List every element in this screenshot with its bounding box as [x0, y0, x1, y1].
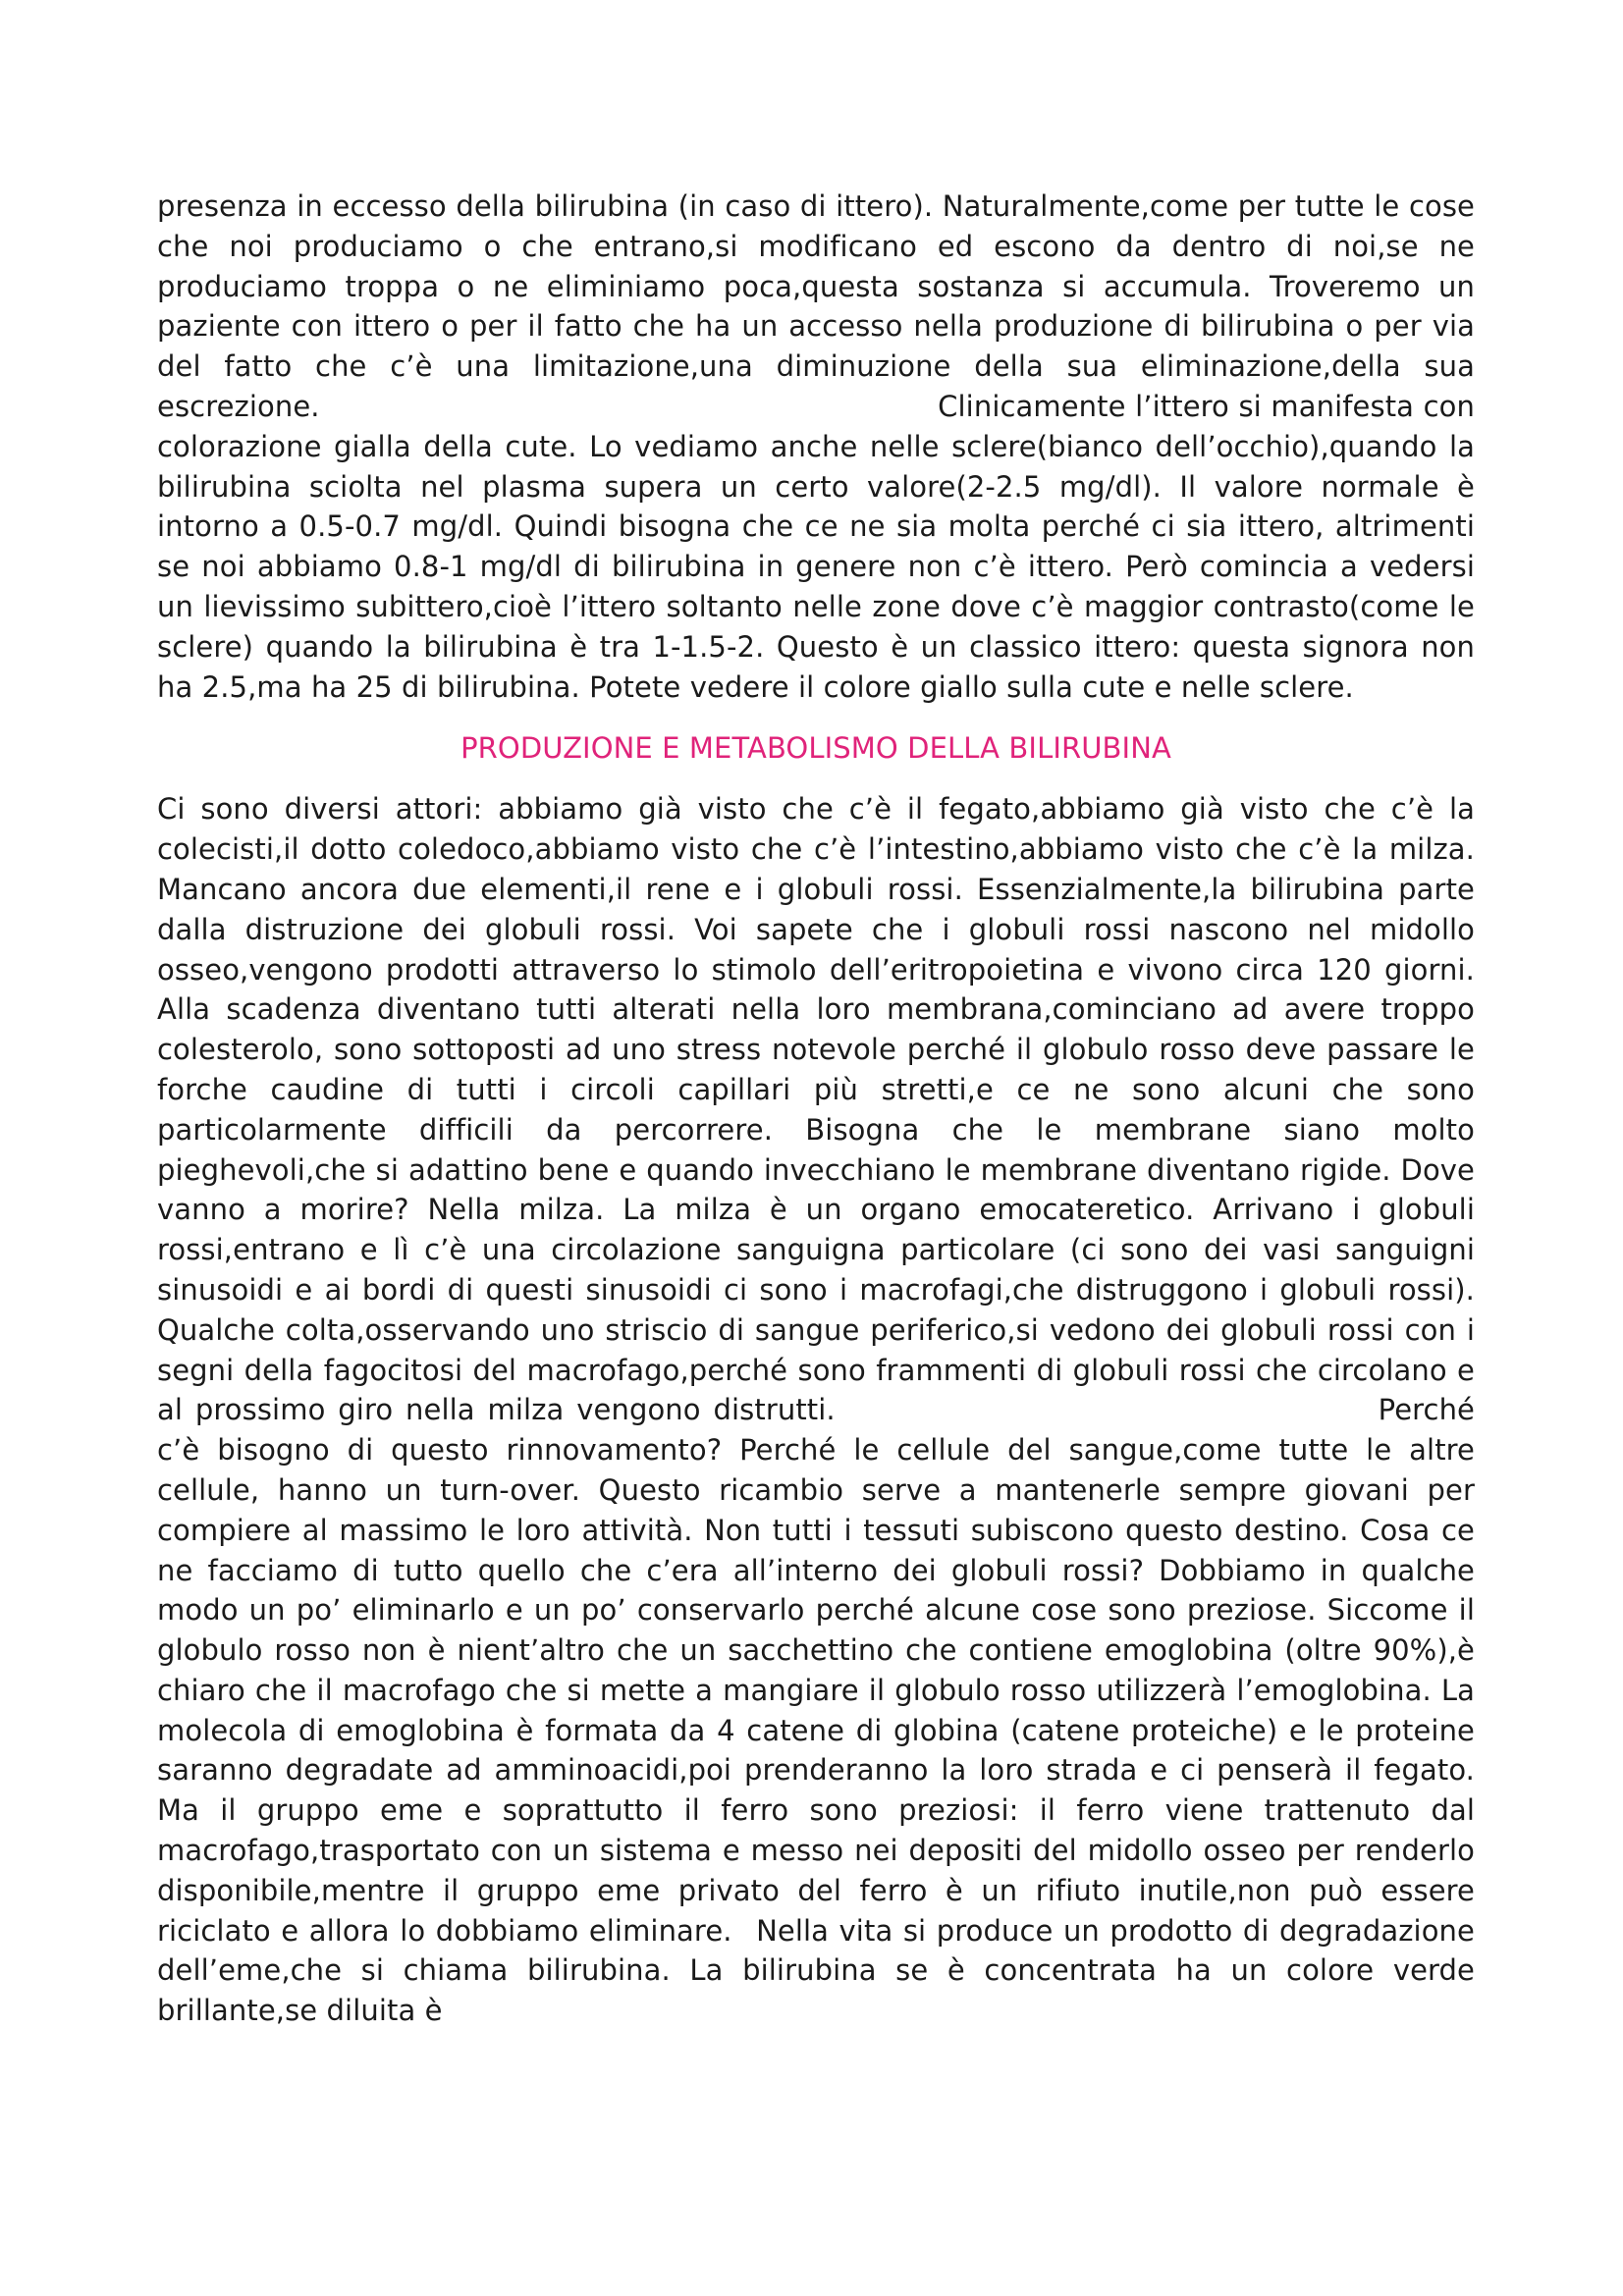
- paragraph-ittero-part-b: Clinicamente l’ittero si manifesta con colorazione gialla della cute. Lo vediamo anche nelle sclere(bianco dell’occhio),quando la bilirubina sciolta nel plasma supera un certo valore(2-2.5 mg/dl). Il valore normale è intorno a 0.5-0.7 mg/dl. Quindi bisogna che ce ne sia molta perché ci sia ittero, altrimenti se noi abbiamo 0.8-1 mg/dl di bilirubina in genere non c’è ittero. Però comincia a vedersi un lievissimo subittero,cioè l’ittero soltanto nelle zone dove c’è maggior contrasto(come le sclere) quando la bilirubina è tra 1-1.5-2. Questo è un classico ittero: questa signora non ha 2.5,ma ha 25 di bilirubina. Potete vedere il colore giallo sulla cute e nelle sclere.: [157, 389, 1475, 704]
- paragraph-produzione-part-e: Nella vita si produce un prodotto di degradazione dell’eme,che si chiama bilirubina. La bilirubina se è concentrata ha un colore verde brillante,se diluita è: [157, 1913, 1475, 2028]
- paragraph-produzione-part-b: Bisogna che le membrane siano molto pieghevoli,che si adattino bene e quando invecchiano le membrane diventano rigide. Dove vanno a morire? Nella milza. La milza è un organo emocateretico. Arrivano i globuli rossi,entrano e lì c’è una circolazione sanguigna particolare (ci sono dei vasi sanguigni sinusoidi e ai bordi di questi sinusoidi ci sono i macrofagi,che distruggono i globuli rossi). Qualche colta,osservando uno striscio di sangue periferico,si vedono dei globuli rossi con i segni della fagocitosi del macrofago,perché sono frammenti di globuli rossi che circolano e al prossimo giro nella milza vengono distrutti.: [157, 1112, 1475, 1427]
- paragraph-produzione-part-d: Cosa ce ne facciamo di tutto quello che c’era all’interno dei globuli rossi? Dobbiamo in qualche modo un po’ eliminarlo e un po’ conservarlo perché alcune cose sono preziose. Siccome il globulo rosso non è nient’altro che un sacchettino che contiene emoglobina (oltre 90%),è chiaro che il macrofago che si mette a mangiare il globulo rosso utilizzerà l’emoglobina. La molecola di emoglobina è formata da 4 catene di globina (catene proteiche) e le proteine saranno degradate ad amminoacidi,poi prenderanno la loro strada e ci penserà il fegato. Ma il gruppo eme e soprattutto il ferro sono preziosi: il ferro viene trattenuto dal macrofago,trasportato con un sistema e messo nei depositi del midollo osseo per renderlo disponibile,mentre il gruppo eme privato del ferro è un rifiuto inutile,non può essere riciclato e allora lo dobbiamo eliminare.: [157, 1513, 1475, 1948]
- paragraph-ittero: [157, 187, 1475, 707]
- paragraph-produzione: [157, 789, 1475, 2031]
- section-heading: PRODUZIONE E METABOLISMO DELLA BILIRUBINA: [460, 731, 1171, 766]
- document-page: [157, 187, 1475, 2031]
- paragraph-ittero-part-a: presenza in eccesso della bilirubina (in caso di ittero). Naturalmente,come per tutte le cose che noi produciamo o che entrano,si modificano ed escono da dentro di noi,se ne produciamo troppa o ne eliminiamo poca,questa sostanza si accumula. Troveremo un paziente con ittero o per il fatto che ha un accesso nella produzione di bilirubina o per via del fatto che c’è una limitazione,una diminuzione della sua eliminazione,della sua escrezione.: [157, 189, 1475, 423]
- paragraph-produzione-part-c: Perché c’è bisogno di questo rinnovamento? Perché le cellule del sangue,come tutte le altre cellule, hanno un turn-over. Questo ricambio serve a mantenerle sempre giovani per compiere al massimo le loro attività. Non tutti i tessuti subiscono questo destino.: [157, 1393, 1475, 1547]
- paragraph-produzione-part-a: Ci sono diversi attori: abbiamo già visto che c’è il fegato,abbiamo già visto che c’è la colecisti,il dotto coledoco,abbiamo visto che c’è l’intestino,abbiamo visto che c’è la milza. Mancano ancora due elementi,il rene e i globuli rossi. Essenzialmente,la bilirubina parte dalla distruzione dei globuli rossi. Voi sapete che i globuli rossi nascono nel midollo osseo,vengono prodotti attraverso lo stimolo dell’eritropoietina e vivono circa 120 giorni. Alla scadenza diventano tutti alterati nella loro membrana,cominciano ad avere troppo colesterolo, sono sottoposti ad uno stress notevole perché il globulo rosso deve passare le forche caudine di tutti i circoli capillari più stretti,e ce ne sono alcuni che sono particolarmente difficili da percorrere.: [157, 792, 1475, 1147]
